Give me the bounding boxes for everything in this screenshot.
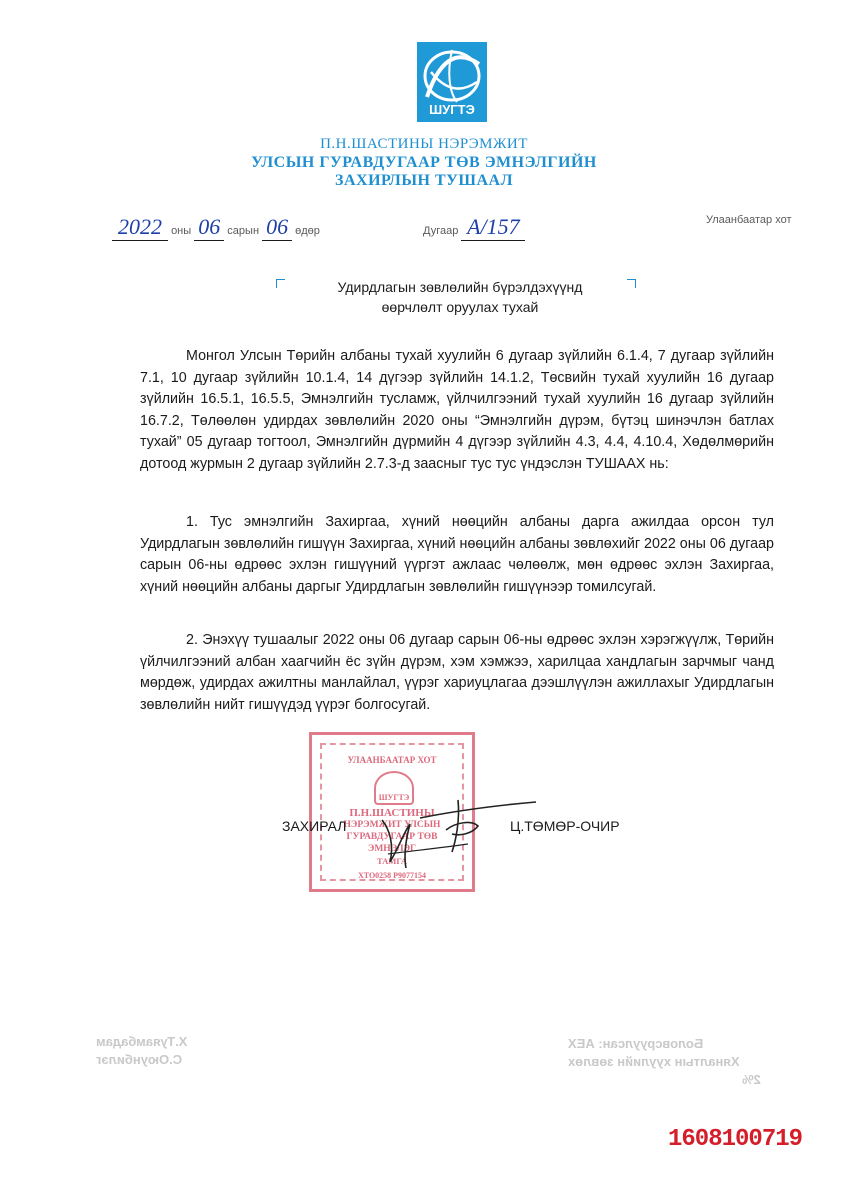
date-year: 2022 [118, 214, 162, 239]
clause-1-paragraph [140, 512, 774, 598]
handwritten-signature [360, 790, 540, 880]
ghost-text-right-2: Хяналтын хуулийн зөвлөх [568, 1054, 740, 1069]
order-number [423, 214, 525, 241]
date-month: 06 [198, 214, 221, 239]
order-number-label: Дугаар [423, 225, 459, 237]
date-day: 06 [266, 214, 289, 239]
ghost-text-right-3: 2% [742, 1072, 761, 1087]
logo-text: ШУГТЭ [429, 102, 475, 117]
clause-1-text: 1. Тус эмнэлгийн Захиргаа, хүний нөөцийн албаны дарга ажилдаа орсон тул Удирдлагын зөвлөлийн гишүүн Захиргаа, хүний нөөцийн албаны зөвлөхийг 2022 оны 06 дугаар сарын 06-ны өдрөөс эхлэн гишүүний үүргэт ажлаас чөлөөлж, мөн өдрөөс эхлэн Захиргаа, хүний нөөцийн албаны даргыг Удирдлагын зөвлөлийн гишүүнээр томилсугай. [140, 514, 774, 595]
ghost-text-right-1: Боловсруулсан: АЕХ [568, 1036, 704, 1051]
stamp-bottom-text: ХТО0258 Р9077154 [357, 871, 427, 880]
clause-2-text: 2. Энэхүү тушаалыг 2022 оны 06 дугаар сарын 06-ны өдрөөс эхлэн хэрэгжүүлж, Төрийн үйлчилгээний албан хаагчийн ёс зүйн дүрэм, хэм хэмжээ, харилцаа хандлагын зарчмыг чанд мөрдөж, удирдах ажилтны манлайлал, үүрэг хариуцлагаа дээшлүүлэн ажиллахыг Удирдлагын зөвлөлийн нийт гишүүдэд үүрэг болгосугай. [140, 632, 774, 713]
order-number-value: А/157 [467, 214, 520, 239]
signatory-name: Ц.ТӨМӨР-ОЧИР [510, 818, 620, 834]
clause-2-paragraph [140, 630, 774, 716]
header-line-2: УЛСЫН ГУРАВДУГААР ТӨВ ЭМНЭЛГИЙН [251, 154, 597, 171]
order-city: Улаанбаатар хот [706, 214, 792, 226]
preamble-paragraph [140, 346, 774, 475]
serial-number: 1608100719 [668, 1126, 803, 1153]
header-line-3: ЗАХИРЛЫН ТУШААЛ [335, 172, 513, 189]
ghost-text-left-1: Х.Туяамбадам [96, 1034, 188, 1049]
subject-line-2: өөрчлөлт оруулах тухай [381, 299, 539, 315]
date-month-suffix: сарын [227, 225, 260, 237]
preamble-text: Монгол Улсын Төрийн албаны тухай хуулийн 6 дугаар зүйлийн 6.1.4, 7 дугаар зүйлийн 7.1, 10 дугаар зүйлийн 10.1.4, 14 дүгээр зүйлийн 14.1.2, Төсвийн тухай хуулийн 16 дугаар зүйлийн 16.5.1, 16.5.5, Эмнэлгийн тусламж, үйлчилгээний тухай хуулийн 16 дугаар зүйлийн 16.7.2, Төлөөлөн удирдах зөвлөлийн 2020 оны “Эмнэлгийн дүрэм, бүтэц шинэчлэн батлах тухай” 05 дугаар тогтоол, Эмнэлгийн дүрмийн 4 дүгээр зүйлийн 4.3, 4.4, 4.10.4, Хөдөлмөрийн дотоод журмын 2 дугаар зүйлийн 2.7.3-д заасныг тус тус үндэслэн ТУШААХ нь: [140, 348, 774, 472]
order-date [112, 214, 320, 241]
stamp-line-1: П.Н.ШАСТИНЫ [349, 807, 435, 819]
stamp-top-text: УЛААНБААТАР ХОТ [347, 755, 437, 765]
stamp-line-2: НЭРЭМЖИТ УЛСЫН [343, 820, 441, 830]
date-day-suffix: өдөр [295, 225, 320, 237]
signatory-title: ЗАХИРАЛ [282, 818, 347, 834]
header-line-1: П.Н.ШАСТИНЫ НЭРЭМЖИТ [320, 136, 528, 152]
date-year-suffix: оны [171, 225, 192, 237]
ghost-text-left-2: С.Оюунбилэг [96, 1052, 183, 1067]
stamp-line-3: ГУРАВДУГААР ТӨВ [346, 832, 438, 842]
stamp-logo-text: ШУГТЭ [378, 793, 410, 802]
order-subject [240, 277, 680, 317]
hospital-logo [417, 42, 487, 122]
stamp-line-5: ТАМГА [376, 856, 408, 866]
subject-line-1: Удирдлагын зөвлөлийн бүрэлдэхүүнд [337, 279, 583, 295]
stamp-line-4: ЭМНЭЛЭГ [367, 844, 417, 854]
